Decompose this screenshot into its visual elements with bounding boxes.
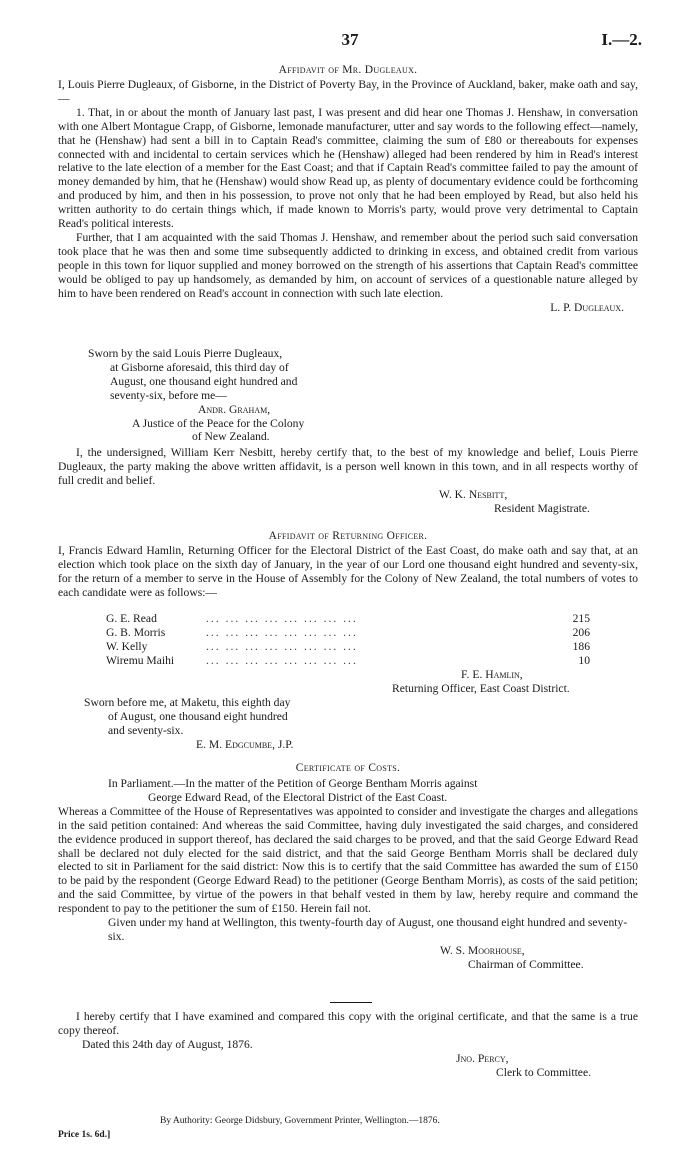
justice-name: E. M. Edgcumbe, J.P. <box>196 737 294 751</box>
certificate-of-costs <box>58 762 638 972</box>
vote-count: 215 <box>572 612 590 625</box>
vote-row <box>106 654 590 668</box>
magistrate-role: Resident Magistrate. <box>494 501 590 515</box>
jurat-line: at Gisborne aforesaid, this third day of <box>110 360 289 374</box>
affidavit-title: Affidavit of Returning Officer. <box>268 530 428 542</box>
certification-text: I, the undersigned, William Kerr Nesbitt, hereby certify that, to the best of my knowledge and belief, Louis Pierre Dugleaux, the party making the above written affidavit, is a person well known in this town, and in all respects worthy of full credit and belief. <box>58 446 638 487</box>
copy-certification <box>58 1010 638 1080</box>
clerk-role: Clerk to Committee. <box>496 1065 591 1079</box>
price-note: Price 1s. 6d.] <box>58 1130 111 1140</box>
vote-count: 10 <box>578 653 590 667</box>
given-under-hand: Given under my hand at Wellington, this twenty-fourth day of August, one thousand eight hundred and seventy-six. <box>108 916 628 943</box>
matter-line: George Edward Read, of the Electoral District of the East Coast. <box>148 790 448 804</box>
returning-officer-signature <box>58 668 638 696</box>
vote-count: 206 <box>572 625 590 639</box>
magistrate-name: W. K. Nesbitt, <box>439 487 508 501</box>
leader-dots: ... ... ... ... ... ... ... ... <box>206 653 358 667</box>
jurat-line: and seventy-six. <box>108 723 184 737</box>
jurat-line: of August, one thousand eight hundred <box>108 709 288 723</box>
jurat <box>84 696 384 752</box>
affidavit-returning-officer <box>58 530 638 600</box>
chairman-role: Chairman of Committee. <box>468 957 584 971</box>
justice-name: Andr. Graham, <box>198 402 271 416</box>
dated-line: Dated this 24th day of August, 1876. <box>82 1037 253 1051</box>
justice-title: A Justice of the Peace for the Colony <box>132 416 305 430</box>
leader-dots: ... ... ... ... ... ... ... ... <box>206 639 358 653</box>
printer-imprint: By Authority: George Didsbury, Government Printer, Wellington.—1876. <box>160 1116 440 1126</box>
affidavit-paragraph: Further, that I am acquainted with the said Thomas J. Henshaw, and remember about the period such said conversation took place that he was then and some time subsequently addicted to drinking in excess, and obtained credit from various people in this town for liquor supplied and money borrowed on the strength of his assertions that Captain Read's committee would be obliged to pay up handsomely, as demanded by him, on account of services of a questionable nature alleged by him to have been rendered on Read's account in connection with such late election. <box>58 230 638 300</box>
affidavit-paragraph: 1. That, in or about the month of January last past, I was present and did hear one Thomas J. Henshaw, in conversation with one Albert Montague Crapp, of Gisborne, lemonade manufacturer, utter and say words to the following effect—namely, that he (Henshaw) had sent a bill in to Captain Read's committee, claiming the sum of £80 or thereabouts for expenses connected with and incidental to certain services which he (Henshaw) alleged had been rendered by him in Read's interest relative to the late election of a member for the East Coast; and that if Captain Read's committee failed to pay the amount of money demanded by him, that he (Henshaw) would show Read up, as plenty of documentary evidence could be forthcoming and produced by him, and then in his possession, to prove not only that he had been employed by Read, but also held his written authority to do certain things which, if made known to Morris's party, would prove very detrimental to Captain Read's political interests. <box>58 105 638 231</box>
vote-table <box>106 612 590 668</box>
signature-role: Returning Officer, East Coast District. <box>392 681 570 695</box>
vote-row <box>106 626 590 640</box>
matter-line: In Parliament.—In the matter of the Petition of George Bentham Morris against <box>108 777 478 790</box>
jurat-line: Sworn before me, at Maketu, this eighth day <box>84 696 291 709</box>
affidavit-intro: I, Louis Pierre Dugleaux, of Gisborne, in the District of Poverty Bay, in the Province of Auckland, baker, make oath and say,— <box>58 78 638 105</box>
clerk-name: Jno. Percy, <box>456 1051 509 1065</box>
page-number: 37 <box>341 30 359 49</box>
jurat-line: August, one thousand eight hundred and <box>110 374 298 388</box>
certificate-title: Certificate of Costs. <box>295 762 401 774</box>
signature: F. E. Hamlin, <box>461 668 523 681</box>
candidate-name: W. Kelly <box>106 639 148 653</box>
leader-dots: ... ... ... ... ... ... ... ... <box>206 625 358 639</box>
vote-row <box>106 640 590 654</box>
document-reference: I.—2. <box>601 30 642 49</box>
candidate-name: G. E. Read <box>106 612 157 625</box>
magistrate-certification <box>58 446 638 516</box>
affidavit-title: Affidavit of Mr. Dugleaux. <box>278 64 418 76</box>
signature: L. P. Dugleaux. <box>550 300 624 314</box>
affidavit-text: I, Francis Edward Hamlin, Returning Officer for the Electoral District of the East Coast, do make oath and say that, at an election which took place on the sixth day of January, in the year of our Lord one thousand eight hundred and seventy-six, for the return of a member to serve in the House of Assembly for the Colony of New Zealand, the total numbers of votes to each candidate were as follows:— <box>58 544 638 599</box>
jurat-line: Sworn by the said Louis Pierre Dugleaux, <box>88 347 283 360</box>
leader-dots: ... ... ... ... ... ... ... ... <box>206 612 358 625</box>
chairman-name: W. S. Moorhouse, <box>440 943 525 957</box>
jurat-line: seventy-six, before me— <box>110 388 227 402</box>
vote-count: 186 <box>572 639 590 653</box>
affidavit-dugleaux <box>58 64 638 314</box>
vote-row <box>106 612 590 626</box>
section-divider <box>330 1002 372 1003</box>
candidate-name: G. B. Morris <box>106 625 166 639</box>
certificate-body: Whereas a Committee of the House of Representatives was appointed to consider and investigate the charges and allegations in the said petition contained: And whereas the said Committee, having duly investigated the said charges, and considered the evidence produced in support thereof, has declared the said charges to be proved, and that the said George Edward Read shall be declared not duly elected for the said district, and that the said George Bentham Morris shall be declared duly elected to sit in Parliament for the said district: Now this is to certify that the said Committee has awarded the sum of £150 to be paid by the respondent (George Edward Read) to the petitioner (George Bentham Morris), as costs of the said petition; and the said Committee, by virtue of the powers in that behalf vested in them by law, hereby require and command the respondent to pay to the petitioner the sum of £150. Herein fail not. <box>58 804 638 916</box>
certification-text: I hereby certify that I have examined and compared this copy with the original certificate, and that the same is a true copy thereof. <box>58 1010 638 1037</box>
jurat <box>88 347 348 444</box>
candidate-name: Wiremu Maihi <box>106 653 175 667</box>
justice-title: of New Zealand. <box>192 430 270 444</box>
